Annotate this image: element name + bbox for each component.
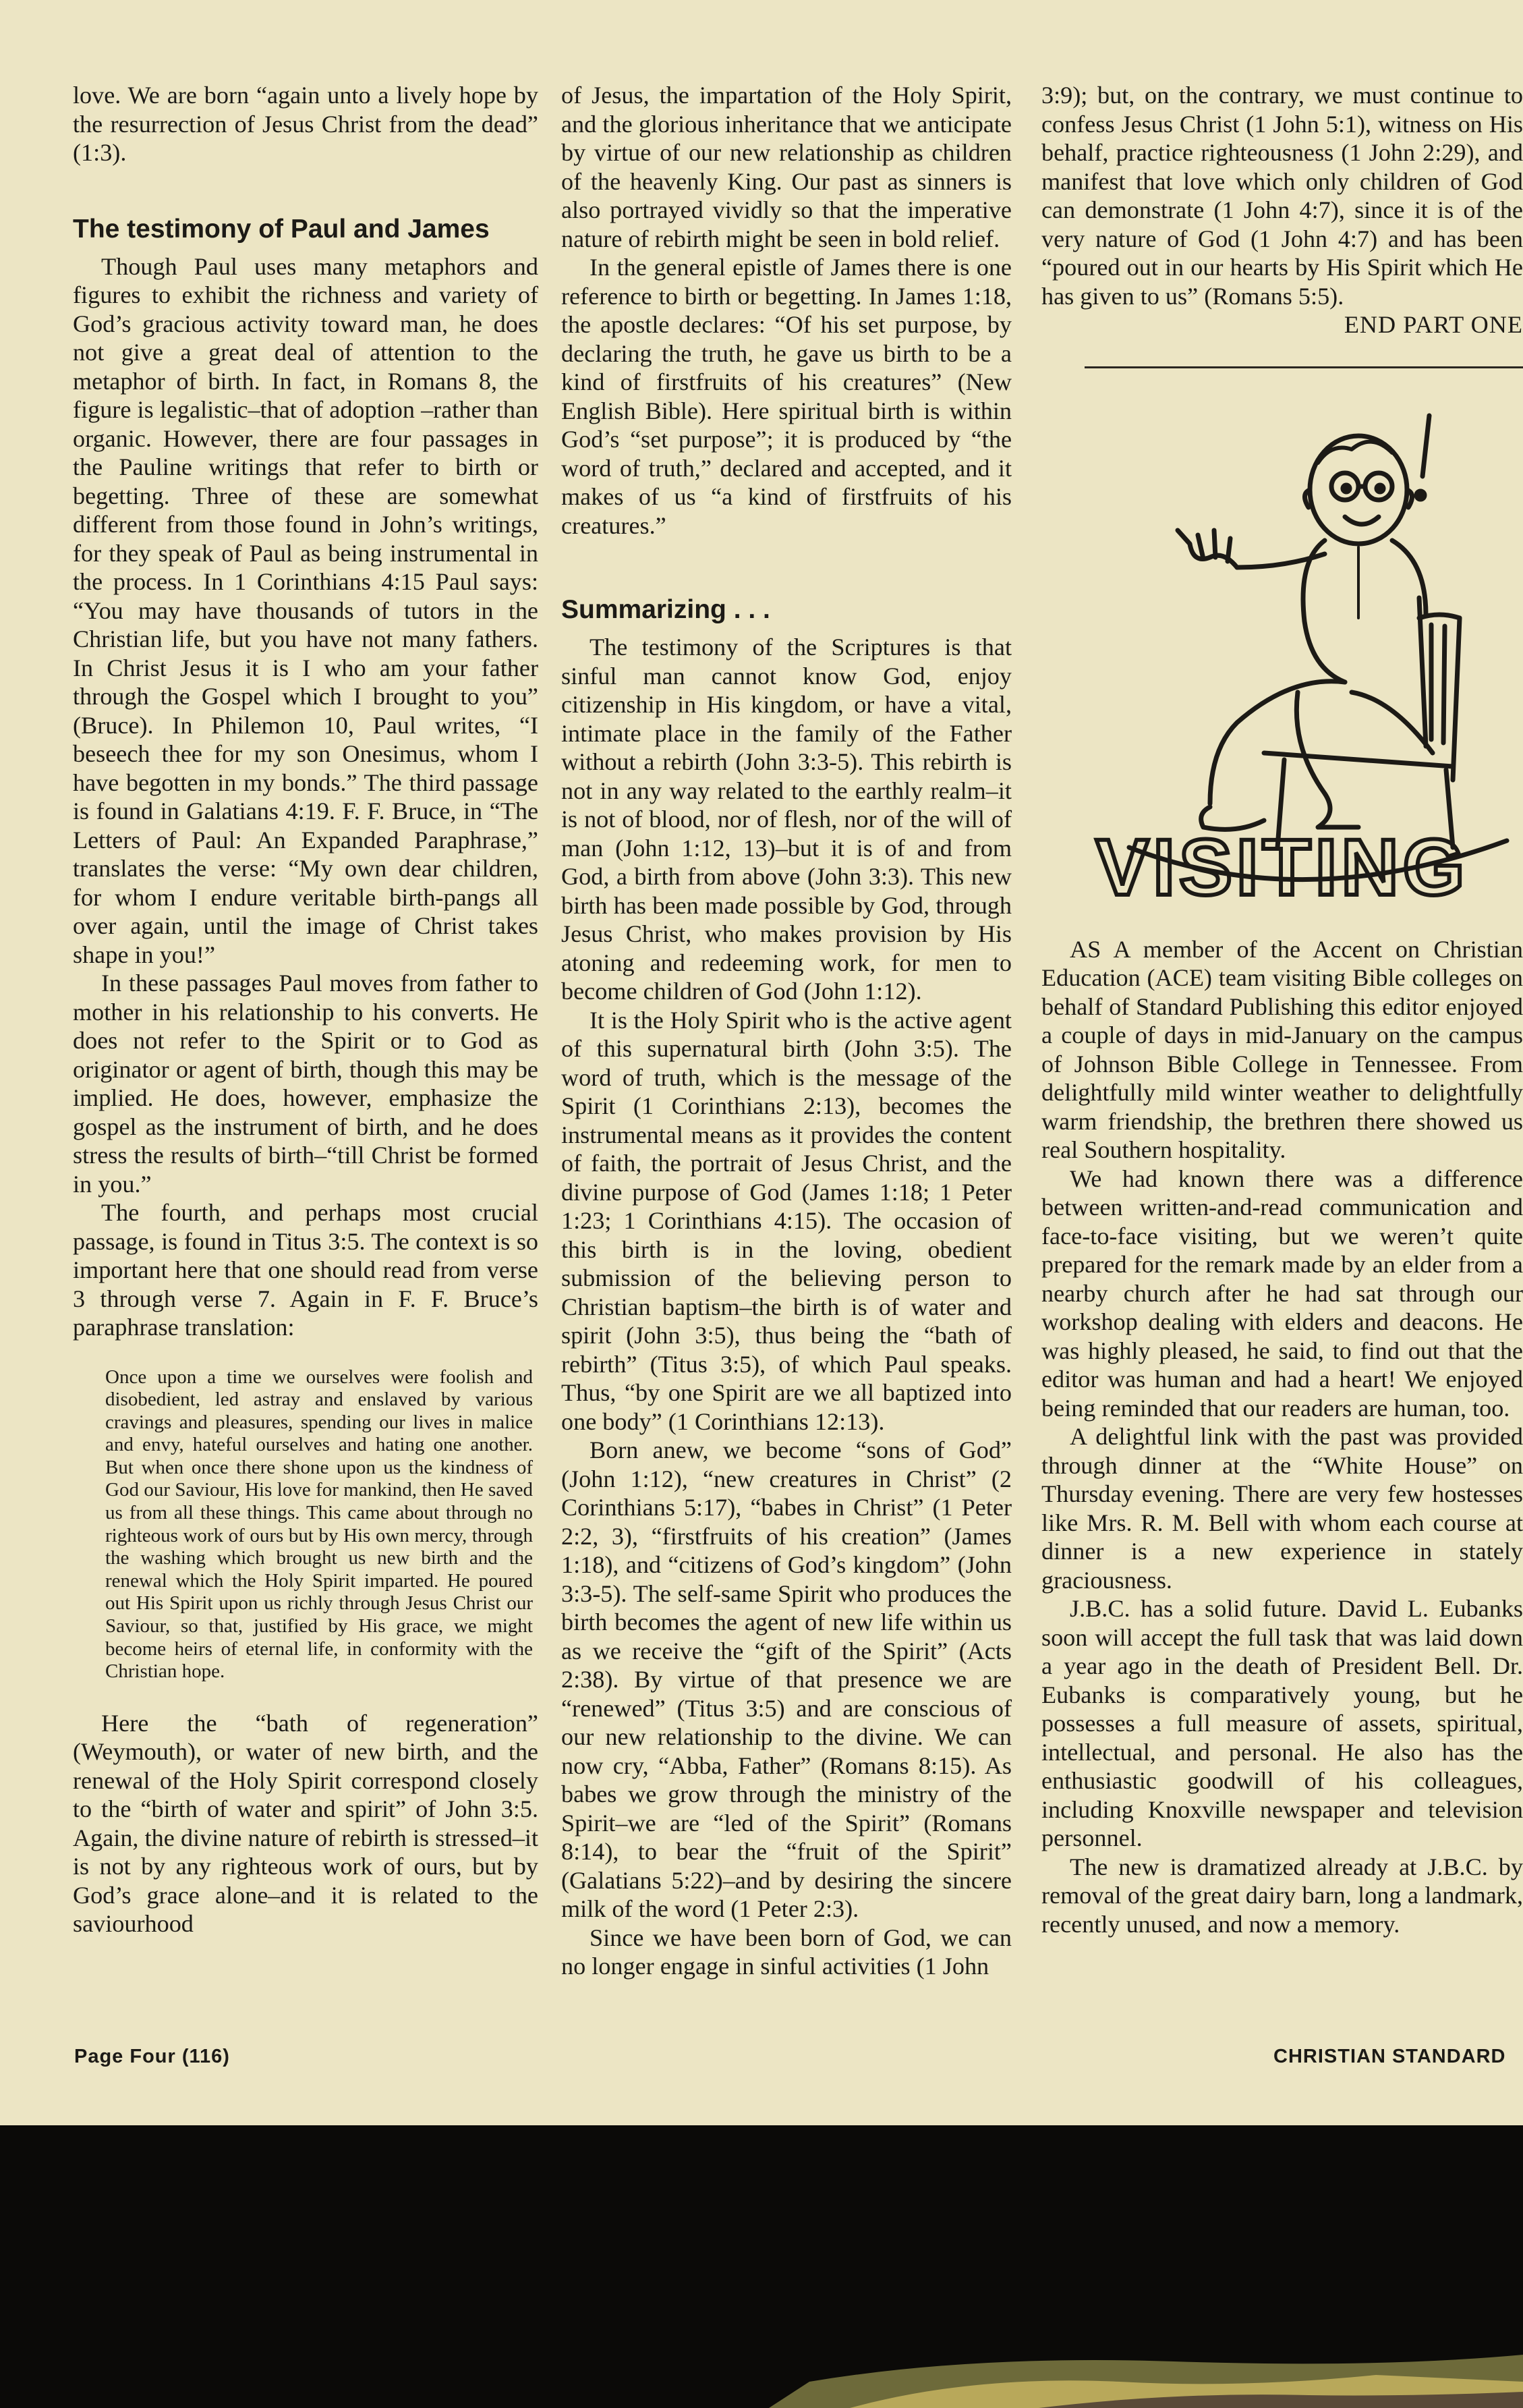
paragraph-visiting-5: The new is dramatized already at J.B.C. by removal of the great dairy barn, long a landmark, recently unused, and now a memory. [1041,1853,1523,1938]
paragraph-intro: love. We are born “again unto a lively hope by the resurrection of Jesus Christ from the dead” (1:3). [73,82,538,166]
paragraph-visiting-4: J.B.C. has a solid future. David L. Eubanks soon will accept the full task that was laid down a year ago in the death of President Bell. Dr. Eubanks is comparatively young, but he possesses a full measure of assets, spiritual, intellectual, and personal. He also has the enthusiastic goodwill of his colleagues, including Knoxville newspaper and television personnel. [1041,1595,1523,1851]
heading-paul-james: The testimony of Paul and James [73,214,490,244]
rocking-chair-man-icon [1041,375,1523,908]
page-number: Page Four (116) [74,2046,230,2067]
block-quote: Once upon a time we ourselves were foolish and disobedient, led astray and enslaved by various cravings and pleasures, spending our lives in malice and envy, hateful ourselves and hating one another. But when once there shone upon us the kindness of God our Saviour, His love for mankind, then He saved us from all these things. This came about through no righteous work of ours but by His own mercy, through the washing which brought us new birth and the renewal which the Holy Spirit imparted. He poured out His Spirit upon us richly through Jesus Christ our Saviour, so that, justified by His grace, we might become heirs of eternal life, in conformity with the Christian hope. [105,1366,533,1683]
paragraph-visiting-3: A delightful link with the past was provided through dinner at the “White House” on Thursday evening. There are very few hostesses like Mrs. R. M. Bell with whom each course at dinner is a new experience in stately graciousness. [1041,1423,1523,1594]
paragraph-james: In the general epistle of James there is one reference to birth or begetting. In James 1:18, the apostle declares: “Of his set purpose, by declaring the truth, he gave us birth to be a kind of firstfruits of his creatures” (New English Bible). Here spiritual birth is within God’s “set purpose”; it is produced by “the word of truth,” declared and accepted, and it makes of us “a kind of firstfruits of his creatures.” [561,254,1012,539]
paragraph-visiting-2: We had known there was a difference between written-and-read communication and face-to-face visiting, but we weren’t quite prepared for the remark made by an elder from a nearby church after he had sat through our workshop dealing with elders and deacons. He was highly pleased, he said, to find out that the editor was human and had a heart! We enjoyed being reminded that our readers are human, too. [1041,1165,1523,1422]
paragraph-summary-1: The testimony of the Scriptures is that sinful man cannot know God, enjoy citizenship in His kingdom, or have a vital, intimate place in the family of the Father without a rebirth (John 3:3-5). This rebirth is not in any way related to the earthly realm–it is not of blood, nor of flesh, nor of the will of man (John 1:12, 13)–but it is of and from God, a birth from above (John 3:3). This new birth has been made possible by God, through Jesus Christ, who makes provision by His atoning and redeeming work, for men to become children of God (John 1:12). [561,634,1012,1005]
paragraph-summary-4: Since we have been born of God, we can no longer engage in sinful activities (1 John [561,1924,1012,1980]
column-3 [1041,81,1523,1938]
column-1 [73,81,538,1938]
heading-summarizing: Summarizing . . . [561,595,770,624]
paragraph-paul-3: The fourth, and perhaps most crucial passage, is found in Titus 3:5. The context is so important here that one should read from verse 3 through verse 7. Again in F. F. Bruce’s paraphrase translation: [73,1199,538,1341]
column-2 [561,81,1012,1981]
paragraph-summary-2: It is the Holy Spirit who is the active agent of this supernatural birth (John 3:5). The word of truth, which is the message of the Spirit (1 Corinthians 2:13), becomes the instrumental means as it provides the content of faith, the portrait of Jesus Christ, and the divine purpose of God (James 1:18; 1 Peter 1:23; 1 Corinthians 4:15). The occasion of this birth is in the loving, obedient submission of the believing person to Christian baptism–the birth is of water and spirit (John 3:5), thus being the “bath of rebirth” (Titus 3:5), of which Paul speaks. Thus, “by one Spirit are we all baptized into one body” (1 Corinthians 12:13). [561,1006,1012,1435]
section-divider [1085,366,1523,368]
paragraph-visiting-1: AS A member of the Accent on Christian Education (ACE) team visiting Bible colleges on behalf of Standard Publishing this editor enjoyed a couple of days in mid-January on the campus of Johnson Bible College in Tennessee. From delightfully mild winter weather to delightfully warm friendship, the brethren there showed us real Southern hospitality. [1041,935,1523,1163]
end-part-one: END PART ONE [1344,311,1523,338]
paragraph-col3-continued: 3:9); but, on the contrary, we must continue to confess Jesus Christ (1 John 5:1), witness on His behalf, practice righteousness (1 John 2:29), and manifest that love which only children of God can demonstrate (1 John 4:7), since it is of the very nature of God (1 John 4:7) and has been “poured out in our hearts by His Spirit which He has given to us” (Romans 5:5). [1041,82,1523,310]
publication-masthead: CHRISTIAN STANDARD [1273,2046,1506,2067]
paragraph-paul-1: Though Paul uses many metaphors and figures to exhibit the richness and variety of God’s gracious activity toward man, he does not give a great deal of attention to the metaphor of birth. In fact, in Romans 8, the figure is legalistic–that of adoption –rather than organic. However, there are four passages in the Pauline writings that refer to birth or begetting. Three of these are somewhat different from those found in John’s writings, for they speak of Paul as being instrumental in the process. In 1 Corinthians 4:15 Paul says: “You may have thousands of tutors in the Christian life, but you have not many fathers. In Christ Jesus it is I who am your father through the Gospel which I brought to you” (Bruce). In Philemon 10, Paul writes, “I beseech thee for my son Onesimus, whom I have begotten in my bonds.” The third passage is found in Galatians 4:19. F. F. Bruce, in “The Letters of Paul: An Expanded Paraphrase,” translates the verse: “My own dear children, for whom I endure veritable birth-pangs all over again, until the image of Christ takes shape in you!” [73,252,538,968]
visiting-title: VISITING [1095,822,1469,908]
paragraph-paul-4: Here the “bath of regeneration” (Weymouth), or water of new birth, and the renewal of the Holy Spirit correspond closely to the “birth of water and spirit” of John 3:5. Again, the divine nature of rebirth is stressed–it is not by any righteous work of ours, but by God’s grace alone–and it is related to the saviourhood [73,1709,538,1938]
fabric-edge-icon [769,2355,1523,2408]
paragraph-summary-3: Born anew, we become “sons of God” (John 1:12), “new creatures in Christ” (2 Corinthians 5:17), “babes in Christ” (1 Peter 2:2, 3), “firstfruits of his creation” (James 1:18), and “citizens of God’s kingdom” (John 3:3-5). The self-same Spirit who produces the birth becomes the agent of new life within us as we receive the “gift of the Spirit” (Acts 2:38). By virtue of that presence we are “renewed” (Titus 3:5) and are conscious of our new relationship to the divine. We can now cry, “Abba, Father” (Romans 8:15). As babes we grow through the ministry of the Spirit–we are “led of the Spirit” (Romans 8:14), to bear the “fruit of the Spirit” (Galatians 5:22)–and by desiring the sincere milk of the word (1 Peter 2:3). [561,1436,1012,1922]
paragraph-col2-continued: of Jesus, the impartation of the Holy Spirit, and the glorious inheritance that we anticipate by virtue of our new relationship as children of the heavenly King. Our past as sinners is also portrayed vividly so that the imperative nature of rebirth might be seen in bold relief. [561,82,1012,252]
paragraph-paul-2: In these passages Paul moves from father to mother in his relationship to his converts. He does not refer to the Spirit or to God as originator or agent of birth, though this may be implied. He does, however, emphasize the gospel as the instrument of birth, and he does stress the results of birth–“till Christ be formed in you.” [73,970,538,1198]
